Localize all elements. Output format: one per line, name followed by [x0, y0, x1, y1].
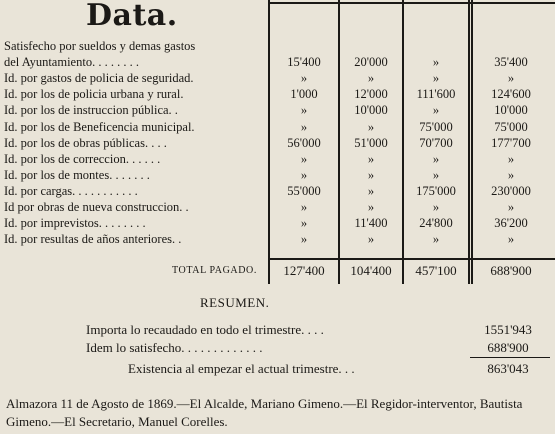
row-value-col-3: »	[432, 71, 440, 86]
table-row	[0, 102, 555, 118]
row-label: Id. por los de policia urbana y rural.	[4, 87, 184, 102]
row-value-col-2: 12'000	[354, 87, 388, 102]
resumen-value-3: 863'043	[487, 361, 529, 376]
table-row	[0, 199, 555, 215]
signature-footer: Almazora 11 de Agosto de 1869.—El Alcalde, Mariano Gimeno.—El Regidor-interventor, Bautista Gimeno.—El Secretario, Manuel Corelles.	[6, 396, 523, 429]
total-col-1: 127'400	[283, 263, 325, 278]
row-value-col-2: »	[367, 167, 375, 182]
row-value-col-1: 56'000	[287, 135, 321, 150]
table-row	[0, 54, 555, 70]
row-value-col-4: »	[507, 200, 515, 214]
resumen-value-2: 688'900	[487, 340, 529, 355]
total-col-3: 457'100	[415, 263, 457, 278]
row-value-col-1: »	[300, 103, 308, 118]
row-value-col-2: »	[367, 232, 375, 247]
row-value-col-4: 36'200	[494, 216, 528, 231]
row-value-col-1: »	[300, 71, 308, 86]
row-label: Satisfecho por sueldos y demas gastos	[4, 39, 196, 53]
row-value-col-1: »	[300, 119, 308, 134]
total-label: TOTAL PAGADO.	[172, 265, 257, 276]
row-value-col-1: »	[300, 232, 308, 247]
row-value-col-2: »	[367, 183, 375, 198]
row-label: Id. por los de instruccion pública. .	[4, 103, 178, 118]
row-label: Id. por los de Beneficencia municipal.	[4, 119, 195, 134]
row-label: Id. por los de obras públicas. . . .	[4, 135, 167, 150]
resumen-line-2: Idem lo satisfecho. . . . . . . . . . . . .	[86, 340, 263, 355]
row-value-col-3: 175'000	[416, 183, 456, 198]
total-col-4: 688'900	[490, 263, 532, 278]
row-value-col-2: »	[367, 71, 375, 86]
table-row	[0, 215, 555, 231]
row-value-col-3: 70'700	[419, 135, 453, 150]
total-row	[0, 262, 555, 280]
row-label: Id. por cargas. . . . . . . . . . .	[4, 183, 138, 198]
row-value-col-2: 51'000	[354, 135, 388, 150]
row-value-col-4: »	[507, 167, 515, 182]
row-label: Id. por gastos de policia de seguridad.	[4, 71, 194, 86]
row-value-col-4: 177'700	[491, 135, 531, 150]
table-row	[0, 167, 555, 183]
table-row	[0, 183, 555, 199]
table-row	[0, 86, 555, 102]
resumen-rule	[470, 357, 550, 358]
row-label: Id. por imprevistos. . . . . . . .	[4, 216, 146, 231]
total-col-2: 104'400	[350, 263, 392, 278]
row-value-col-2: »	[367, 200, 375, 214]
row-value-col-3: 111'600	[416, 87, 456, 102]
row-value-col-1: »	[300, 167, 308, 182]
row-value-col-4: »	[507, 71, 515, 86]
section-heading: Data.	[86, 0, 178, 33]
row-value-col-1: 55'000	[287, 183, 321, 198]
row-value-col-3: »	[432, 232, 440, 247]
row-label: Id. por resultas de años anteriores. .	[4, 232, 182, 247]
row-value-col-3: »	[432, 167, 440, 182]
resumen-line-3: Existencia al empezar el actual trimestre. . .	[128, 361, 355, 376]
row-value-col-1: 1'000	[290, 87, 318, 102]
row-label: Id. por los de montes. . . . . . .	[4, 167, 150, 182]
row-value-col-3: »	[432, 200, 440, 214]
row-value-col-3: »	[432, 151, 440, 166]
row-value-col-2: »	[367, 151, 375, 166]
table-row	[0, 231, 555, 247]
row-value-col-2: 10'000	[354, 103, 388, 118]
table-row	[0, 151, 555, 167]
row-value-col-4: 35'400	[494, 55, 528, 70]
row-value-col-2: 20'000	[354, 55, 388, 70]
row-value-col-4: 230'000	[491, 183, 531, 198]
resumen-title: RESUMEN.	[200, 295, 270, 310]
table-row	[0, 38, 555, 54]
row-value-col-2: 11'400	[354, 216, 388, 231]
resumen-line-1: Importa lo recaudado en todo el trimestre. . . .	[86, 322, 324, 337]
row-value-col-1: »	[300, 200, 308, 214]
total-rule	[268, 258, 555, 260]
row-value-col-2: »	[367, 119, 375, 134]
row-value-col-1: »	[300, 216, 308, 231]
table-top-rule	[268, 2, 555, 4]
row-value-col-1: »	[300, 151, 308, 166]
table-row	[0, 135, 555, 151]
row-label: del Ayuntamiento. . . . . . . .	[4, 55, 139, 70]
row-value-col-4: »	[507, 151, 515, 166]
row-value-col-4: »	[507, 232, 515, 247]
row-value-col-4: 75'000	[494, 119, 528, 134]
resumen-value-1: 1551'943	[484, 322, 532, 337]
row-value-col-3: »	[432, 55, 440, 70]
table-row	[0, 70, 555, 86]
row-label: Id por obras de nueva construccion. .	[4, 200, 189, 214]
row-label: Id. por los de correccion. . . . . .	[4, 151, 161, 166]
row-value-col-3: »	[432, 103, 440, 118]
row-value-col-4: 10'000	[494, 103, 528, 118]
row-value-col-3: 75'000	[419, 119, 453, 134]
table-row	[0, 119, 555, 135]
row-value-col-1: 15'400	[287, 55, 321, 70]
row-value-col-3: 24'800	[419, 216, 453, 231]
row-value-col-4: 124'600	[491, 87, 531, 102]
